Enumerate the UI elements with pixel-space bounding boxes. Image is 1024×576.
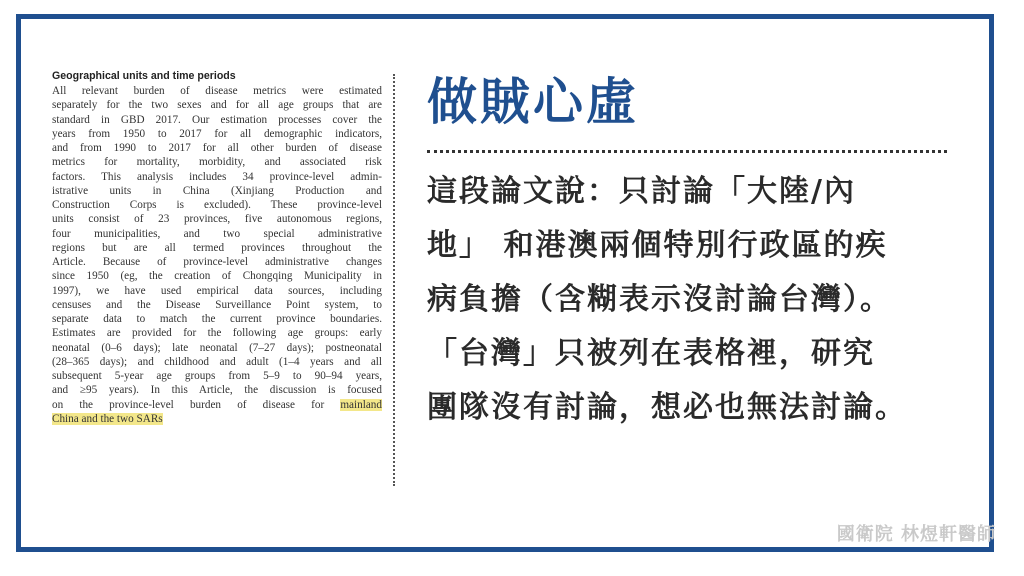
commentary-line: 病負擔（含糊表示沒討論台灣）。 (427, 282, 892, 317)
excerpt-text: on the province-level burden of disease for (52, 398, 341, 411)
excerpt-paragraph (52, 84, 382, 426)
commentary-line: 「台灣」只被列在表格裡，研究 (427, 336, 875, 371)
excerpt-line: All relevant burden of disease metrics were estimated (52, 85, 382, 97)
excerpt-line (52, 412, 382, 426)
excerpt-line: separately for the two sexes and for all age groups that are (52, 99, 382, 112)
excerpt-line: years from 1950 to 2017 for all demographic indicators, (52, 127, 382, 140)
commentary (427, 70, 967, 435)
dotted-divider (393, 74, 395, 486)
excerpt-line: standard in GBD 2017. Our estimation processes cover the (52, 113, 382, 126)
excerpt-line: and ≥95 years). In this Article, the discussion is focused (52, 384, 382, 397)
excerpt-line: four municipalities, and two special administrative (52, 227, 382, 240)
excerpt-line: separate data to match the current province boundaries. (52, 313, 382, 325)
excerpt-line: regions but are all termed provinces throughout the (52, 241, 382, 254)
excerpt-line (52, 398, 382, 412)
excerpt-line: units consist of 23 provinces, five autonomous regions, (52, 213, 382, 226)
commentary-title: 做賊心虛 (427, 73, 639, 131)
paper-excerpt (52, 70, 382, 426)
excerpt-line: factors. This analysis includes 34 province-level admin- (52, 170, 382, 183)
excerpt-line: metrics for mortality, morbidity, and associated risk (52, 156, 382, 169)
commentary-line: 這段論文說：只討論「大陸/內 (427, 174, 856, 209)
excerpt-line: Estimates are provided for the following age groups: early (52, 327, 382, 340)
author-watermark: 國衛院 林煜軒醫師 (836, 524, 996, 545)
excerpt-line: 1997), we have used empirical data sources, including (52, 284, 382, 297)
commentary-body (427, 165, 967, 435)
excerpt-line: and from 1990 to 2017 for all other burden of disease (52, 142, 382, 154)
excerpt-line: istrative units in China (Xinjiang Production and (52, 184, 382, 197)
excerpt-line: since 1950 (eg, the creation of Chongqing Municipality in (52, 270, 382, 283)
excerpt-line: (28–365 days); and childhood and adult (1–4 years and all (52, 355, 382, 368)
excerpt-line: subsequent 5-year age groups from 5–9 to 90–94 years, (52, 370, 382, 382)
excerpt-line: censuses and the Disease Surveillance Point system, to (52, 298, 382, 311)
commentary-line: 地」 和港澳兩個特別行政區的疾 (427, 228, 888, 263)
highlighted-text: mainland (340, 398, 382, 411)
excerpt-heading: Geographical units and time periods (52, 70, 236, 82)
dotted-rule (427, 150, 947, 153)
excerpt-line: Article. Because of province-level administrative changes (52, 256, 382, 268)
commentary-line: 團隊沒有討論，想必也無法討論。 (427, 390, 907, 425)
excerpt-line: neonatal (0–6 days); late neonatal (7–27 days); postneonatal (52, 341, 382, 354)
highlighted-text: China and the two SARs (52, 412, 163, 425)
excerpt-line: Construction Corps is excluded). These province-level (52, 199, 382, 211)
